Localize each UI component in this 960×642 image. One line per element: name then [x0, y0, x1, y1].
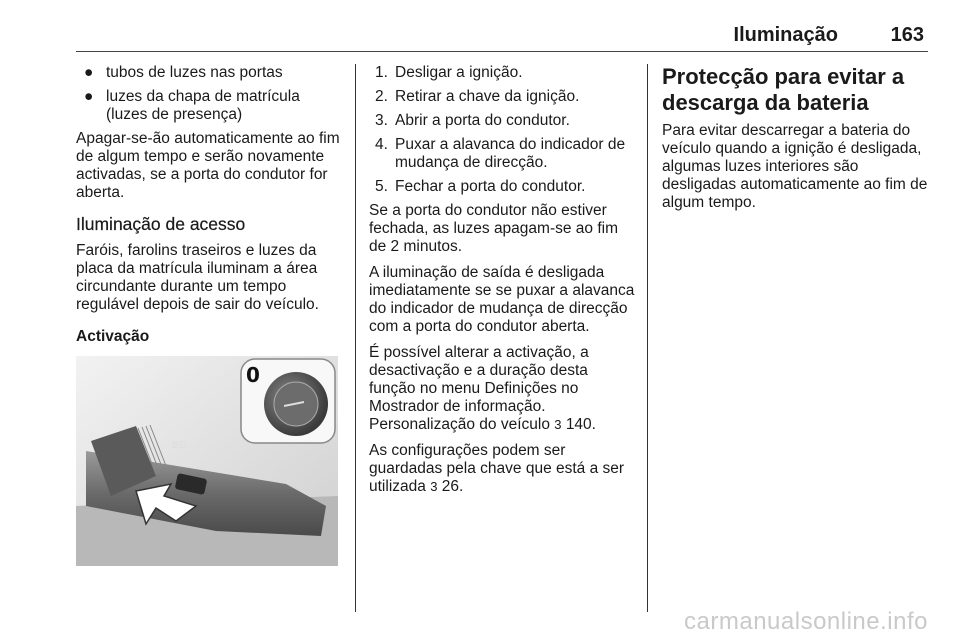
- step-text: Puxar a alavanca do indicador de mudança de direcção.: [395, 136, 626, 171]
- paragraph: [369, 442, 637, 496]
- column-1: [76, 64, 344, 358]
- bullet-list: [76, 64, 344, 124]
- step-number: 1.: [375, 64, 388, 81]
- step-number: 4.: [375, 136, 388, 153]
- paragraph: Para evitar descarregar a bateria do veículo quando a ignição é desligada, algumas luzes interiores são desligadas automaticamente ao fim de algum tempo.: [662, 122, 928, 211]
- step-text: Desligar a ignição.: [395, 64, 523, 81]
- header-rule: [76, 51, 928, 52]
- figure-label: 0: [246, 363, 260, 387]
- turn-signal-lever-icon: [76, 356, 338, 566]
- paragraph-text: É possível alterar a activação, a desactivação e a duração desta função no menu Definições no Mostrador de informação. Personalização do veículo: [369, 344, 589, 433]
- list-item: [76, 64, 344, 82]
- step-number: 2.: [375, 88, 388, 105]
- list-item-text: luzes da chapa de matrícula (luzes de presença): [106, 88, 300, 123]
- subsection-heading: Activação: [76, 328, 150, 345]
- page-reference-link[interactable]: 26.: [441, 478, 464, 495]
- list-item: [369, 178, 637, 196]
- paragraph: Se a porta do condutor não estiver fechada, as luzes apagam-se ao fim de 2 minutos.: [369, 202, 618, 255]
- column-2: [369, 64, 637, 504]
- paragraph: A iluminação de saída é desligada imediatamente se se puxar a alavanca do indicador de mudança de direcção com a porta do condutor aberta.: [369, 264, 635, 335]
- column-divider-2: [647, 64, 648, 612]
- step-number: 5.: [375, 178, 388, 195]
- svg-text:≣D: ≣D: [171, 440, 188, 451]
- step-number: 3.: [375, 112, 388, 129]
- paragraph: Apagar-se-ão automaticamente ao fim de algum tempo e serão novamente activadas, se a porta do condutor for aberta.: [76, 130, 340, 201]
- section-heading: Iluminação de acesso: [76, 214, 246, 234]
- page-reference-icon: 3: [430, 479, 438, 494]
- page-reference-icon: 3: [554, 417, 562, 432]
- paragraph: Faróis, farolins traseiros e luzes da placa da matrícula iluminam a área circundante durante um tempo regulável depois de sair do veículo.: [76, 242, 319, 313]
- step-text: Abrir a porta do condutor.: [395, 112, 570, 129]
- page-header-title: Iluminação: [733, 24, 838, 46]
- steps-list: [369, 64, 637, 196]
- column-3: [662, 64, 930, 220]
- watermark: carmanualsonline.info: [684, 608, 928, 635]
- list-item: [369, 136, 637, 172]
- stalk-illustration: [76, 356, 338, 566]
- list-item: [369, 88, 637, 106]
- section-heading: Protecção para evitar a descarga da bateria: [662, 64, 905, 115]
- list-item: [369, 112, 637, 130]
- step-text: Fechar a porta do condutor.: [395, 178, 586, 195]
- step-text: Retirar a chave da ignição.: [395, 88, 580, 105]
- page-number: 163: [890, 24, 924, 46]
- list-item-text: tubos de luzes nas portas: [106, 64, 283, 81]
- paragraph: [369, 344, 637, 434]
- bullet-icon: ●: [84, 88, 94, 105]
- column-divider-1: [355, 64, 356, 612]
- list-item: [369, 64, 637, 82]
- bullet-icon: ●: [84, 64, 94, 81]
- list-item: [76, 88, 344, 124]
- page-reference-link[interactable]: 140.: [565, 416, 596, 433]
- paragraph-text: As configurações podem ser guardadas pela chave que está a ser utilizada: [369, 442, 625, 495]
